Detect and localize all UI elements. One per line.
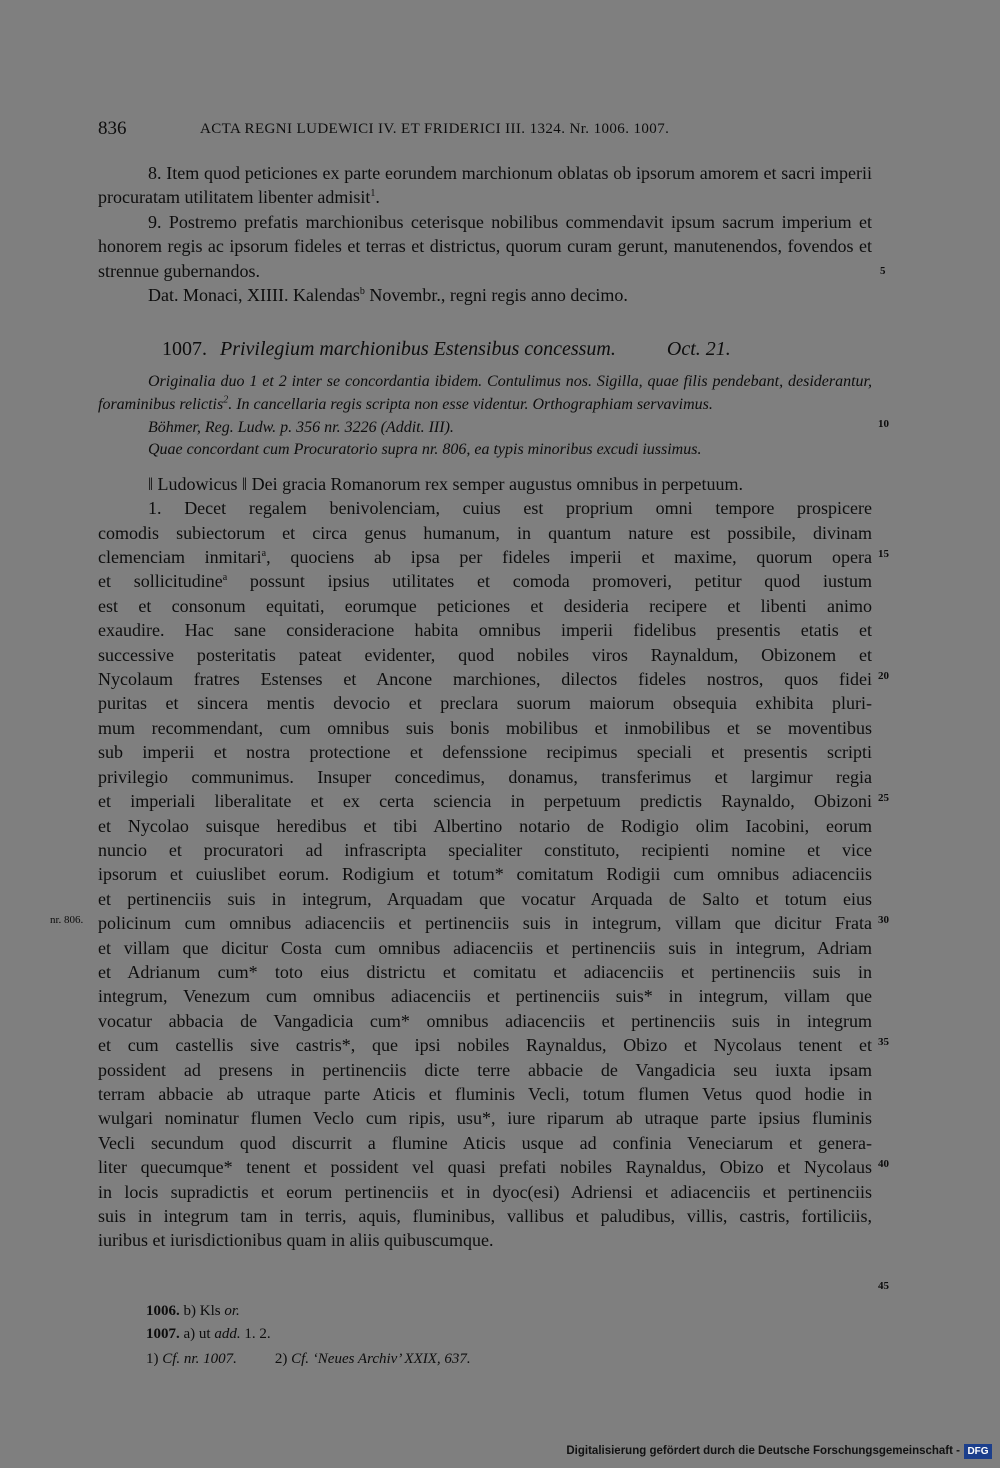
- text-line: in locis supradictis et eorum pertinenciis et in dyoc(esi) Adriensi et adiacenciis et pertinenciis: [98, 1181, 872, 1202]
- print-note: Quae concordant cum Procuratorio supra nr. 806, ea typis minoribus excudi iussimus.: [148, 441, 702, 459]
- footnote-text: 1. 2.: [240, 1326, 271, 1342]
- line-number: 35: [878, 1036, 889, 1048]
- footnote-mark: a: [222, 572, 228, 584]
- text-span: Originalia duo 1 et 2 inter se concordantia ibidem. Contulimus nos. Sigilla, quae filis pendebant, desiderantur, foraminibus relictis: [98, 373, 872, 414]
- footnote-mark: 2): [274, 1351, 292, 1367]
- text-line: est et consonum equitati, eorumque peticiones et desideria recipere et libenti animo: [98, 595, 872, 616]
- text-line: privilegio communimus. Insuper concedimus, donamus, transferimus et largimur regia: [98, 766, 872, 787]
- line-number: 45: [878, 1280, 889, 1292]
- digitization-footer: [0, 1436, 1000, 1468]
- line-number: 10: [878, 418, 889, 430]
- running-title: ACTA REGNI LUDEWICI IV. ET FRIDERICI III. 1324. Nr. 1006. 1007.: [200, 121, 670, 137]
- text-line: puritas et sincera mentis devocio et preclara suorum maiorum obsequia exhibita pluri-: [98, 693, 872, 714]
- paragraph-8: 8. Item quod peticiones ex parte eorundem marchionum oblatas ob ipsorum amorem et sacri imperii procuratam utilitatem libenter admisit$^1$.: [98, 163, 872, 208]
- footnote-text: Kls: [196, 1303, 225, 1319]
- ruler-name: ‖ Ludowicus ‖: [148, 473, 248, 494]
- text-line: 1. Decet regalem benivolenciam, cuius est proprium omni tempore prospicere: [148, 498, 872, 519]
- text-span: Dat. Monaci, XIIII. Kalendas: [148, 285, 360, 306]
- document-number: 1007.: [162, 338, 207, 361]
- text-line: et imperiali liberalitate et ex certa sciencia in perpetuum predictis Raynaldo, Obizoni: [98, 791, 872, 812]
- regest-reference: Böhmer, Reg. Ludw. p. 356 nr. 3226 (Addit. III).: [148, 418, 454, 436]
- line-number: 25: [878, 792, 889, 804]
- text-line: liter quecumque* tenent et possident vel quasi prefati nobiles Raynaldus, Obizo et Nycolaus: [98, 1157, 872, 1178]
- text-line: [98, 545, 872, 569]
- line-number: 5: [880, 265, 886, 277]
- text-line: et Nycolao suisque heredibus et tibi Albertino notario de Rodigio olim Iacobini, eorum: [98, 815, 872, 836]
- footnote-text: ut: [195, 1326, 215, 1342]
- document-heading: Privilegium marchionibus Estensibus concessum.: [220, 338, 616, 361]
- text-line: mum recommendant, cum omnibus suis bonis mobilibus et inmobilibus et se moventibus: [98, 717, 872, 738]
- text-line: wulgari nominatur flumen Veclo cum ripis, usu*, iure riparum ab utraque parte ipsius fluminis: [98, 1108, 872, 1129]
- dating-clause: [98, 283, 872, 307]
- line-number: 20: [878, 670, 889, 682]
- footnote-1006b: [146, 1300, 240, 1322]
- line-number: 40: [878, 1158, 889, 1170]
- text-line: exaudire. Hac sane consideracione habita omnibus imperii fidelibus presentis etatis et: [98, 620, 872, 641]
- text-line: Vecli secundum quod discurrit a flumine Aticis usque ad confinia Veneciarum et genera-: [98, 1132, 872, 1153]
- body-text: [98, 496, 872, 1253]
- footnote-mark: a): [183, 1326, 196, 1342]
- text-line: terram abbacie ab utraque parte Aticis et fluminis Vecli, totum flumen Vetus quod hodie in: [98, 1083, 872, 1104]
- text-span: clemenciam inmitari: [98, 547, 262, 568]
- footnote-source: or.: [224, 1303, 240, 1319]
- dfg-logo: DFG: [964, 1444, 992, 1459]
- line-number: 15: [878, 548, 889, 560]
- page-number: 836: [98, 118, 127, 139]
- text-span: Dei gracia Romanorum rex semper augustus omnibus in perpetuum.: [247, 473, 743, 494]
- text-line: ipsorum et cuiuslibet eorum. Rodigium et totum* comitatum Rodigii cum omnibus adiacenciis: [98, 864, 872, 885]
- text-span: Novembr., regni regis anno decimo.: [364, 285, 628, 306]
- footnote-number: 1007.: [146, 1326, 180, 1342]
- text-span: possunt ipsius utilitates et comoda promoveri, petitur quod iustum: [227, 571, 872, 592]
- footnote-text: Cf. nr. 1007.: [162, 1351, 237, 1367]
- text-span: 8. Item quod peticiones ex parte eorundem marchionum oblatas ob ipsorum amorem et sacri imperii procuratam utilitatem libenter admisit: [98, 163, 872, 208]
- text-span: . In cancellaria regis scripta non esse videntur. Orthographiam servavimus.: [228, 396, 713, 414]
- text-line: et cum castellis sive castris*, que ipsi nobiles Raynaldus, Obizo et Nycolaus tenent et: [98, 1035, 872, 1056]
- running-header: [98, 118, 873, 142]
- document-date: Oct. 21.: [666, 338, 731, 361]
- margin-reference: nr. 806.: [50, 914, 84, 926]
- text-span: et sollicitudine: [98, 571, 223, 592]
- footnote-numbered: [146, 1348, 471, 1370]
- text-line: sub imperii et nostra protectione et defenssione recipimus speciali et presentis scripti: [98, 742, 872, 763]
- footnote-mark: b): [183, 1303, 196, 1319]
- footnote-mark: 1: [370, 188, 376, 200]
- footnote-text: Cf. ‘Neues Archiv’ XXIX, 637.: [291, 1351, 471, 1367]
- footnote-mark: 2: [223, 394, 229, 406]
- source-note: [98, 371, 872, 416]
- text-line: Nycolaum fratres Estenses et Ancone marchiones, dilectos fideles nostros, quos fidei: [98, 669, 872, 690]
- footnote-mark: 1): [146, 1351, 163, 1367]
- text-line: et villam que dicitur Costa cum omnibus adiacenciis et pertinenciis suis in integrum, Adriam: [98, 937, 872, 958]
- text-line: iuribus et iurisdictionibus quam in aliis quibuscumque.: [98, 1230, 494, 1251]
- page-text: [98, 161, 872, 1253]
- text-line: possident ad presens in pertinenciis dicte terre abbacie de Vangadicia seu iuxta ipsam: [98, 1059, 872, 1080]
- text-span: , quociens ab ipsa per fideles imperii et maxime, quorum opera: [266, 547, 872, 568]
- text-line: vocatur abbacia de Vangadicia cum* omnibus adiacenciis et pertinenciis suis in integrum: [98, 1010, 872, 1031]
- document-title: [162, 338, 872, 361]
- text-line: [98, 569, 872, 593]
- footnote-number: 1006.: [146, 1303, 180, 1319]
- footnote-mark: a: [261, 548, 267, 560]
- text-line: nuncio et procuratori ad infrascripta specialiter constituto, recipienti nomine et vice: [98, 839, 872, 860]
- text-line: comodis subiectorum et circa genus humanum, in quantum nature est possibile, divinam: [98, 522, 872, 543]
- text-line: et Adrianum cum* toto eius districtu et comitatu et adiacenciis et pertinenciis suis in: [98, 961, 872, 982]
- text-line: integrum, Venezum cum omnibus adiacenciis et pertinenciis suis* in integrum, villam que: [98, 986, 872, 1007]
- footnote-mark: b: [359, 286, 365, 298]
- text-line: successive posteritatis pateat evidenter, quod nobiles viros Raynaldum, Obizonem et: [98, 644, 872, 665]
- footnote-source: add.: [214, 1326, 241, 1342]
- funding-note: Digitalisierung gefördert durch die Deutsche Forschungsgemeinschaft -: [566, 1445, 960, 1457]
- line-number: 30: [878, 914, 889, 926]
- footnote-1007a: [146, 1323, 271, 1345]
- text-line: policinum cum omnibus adiacenciis et pertinenciis suis in integrum, villam que dicitur Frata: [98, 913, 872, 934]
- text-line: suis in integrum tam in terris, aquis, fluminibus, vallibus et paludibus, villis, castris, fortiliciis,: [98, 1206, 872, 1226]
- paragraph-9: 9. Postremo prefatis marchionibus ceterisque nobilibus commendavit ipsum sacrum imperium et honorem regis ac ipsorum fideles et terras et districtus, quorum curam gerunt, manutenendos, fovendos et strennue gubernandos.: [98, 211, 872, 281]
- opening-formula: [98, 472, 872, 496]
- text-line: et pertinenciis suis in integrum, Arquadam que vocatur Arquada de Salto et totum eius: [98, 888, 872, 909]
